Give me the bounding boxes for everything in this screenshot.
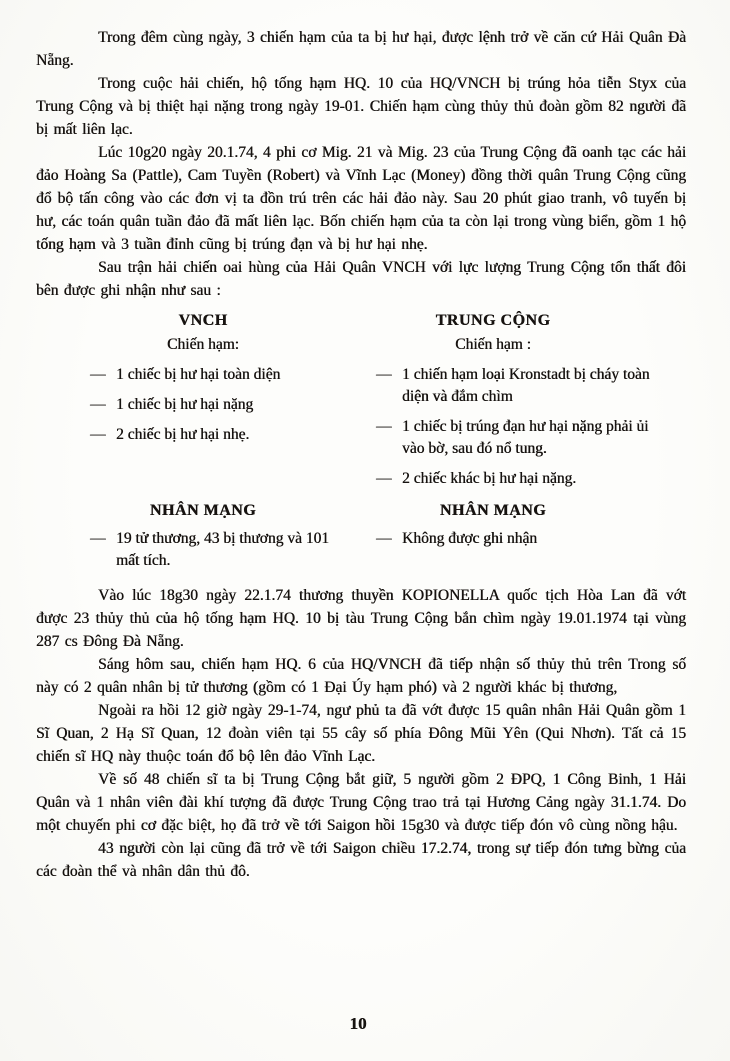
vnch-ship-loss-item: [36, 424, 356, 446]
trung-cong-casualties-title: NHÂN MẠNG: [439, 502, 547, 519]
vnch-ship-loss-text: 1 chiếc bị hư hại toàn diện: [116, 366, 281, 383]
paragraph-8: Về số 48 chiến sĩ ta bị Trung Cộng bắt giữ, 5 người gồm 2 ĐPQ, 1 Công Binh, 1 Hải Quân và 1 nhân viên đài khí tượng đã được Trung Cộng trao trả tại Hương Cảng ngày 31.1.74. Do một chuyến phi cơ đặc biệt, họ đã trở về tới Saigon hồi 15g30 và được tiếp đón vô cùng nồng hậu.: [36, 771, 686, 834]
dash-bullet: —: [376, 366, 392, 383]
vnch-ships-label: Chiến hạm:: [167, 336, 239, 353]
vnch-column-title: VNCH: [178, 312, 228, 329]
paragraph-5: Vào lúc 18g30 ngày 22.1.74 thương thuyền KOPIONELLA quốc tịch Hòa Lan đã vớt được 23 thủy thủ của hộ tống hạm HQ. 10 bị tàu Trung Cộng bắn chìm ngày 19.01.1974 tại vùng 287 cs Đông Đà Nẵng.: [36, 587, 686, 650]
vnch-ship-loss-item: [36, 364, 356, 386]
trung-cong-ship-loss-text: 1 chiến hạm loại Kronstadt bị cháy toàn diện và đắm chìm: [402, 366, 650, 405]
trung-cong-ship-loss-item: [370, 364, 686, 408]
vnch-casualty-list: [36, 528, 356, 572]
vnch-ship-loss-text: 2 chiếc bị hư hại nhẹ.: [116, 426, 250, 443]
vnch-ship-loss-item: [36, 394, 356, 416]
trung-cong-casualty-text: Không được ghi nhận: [402, 530, 537, 547]
paragraph-1: Trong đêm cùng ngày, 3 chiến hạm của ta bị hư hại, được lệnh trở về căn cứ Hải Quân Đà Nẵng.: [36, 29, 686, 69]
dash-bullet: —: [376, 418, 392, 435]
page-number: 10: [349, 1014, 367, 1033]
trung-cong-ship-loss-list: [370, 364, 686, 502]
paragraph-9: 43 người còn lại cũng đã trở về tới Saigon chiều 17.2.74, trong sự tiếp đón tưng bừng của các đoàn thể và nhân dân thủ đô.: [36, 840, 686, 880]
dash-bullet: —: [90, 530, 106, 547]
paragraph-3: Lúc 10g20 ngày 20.1.74, 4 phi cơ Mig. 21 và Mig. 23 của Trung Cộng đã oanh tạc các hải đảo Hoàng Sa (Pattle), Cam Tuyền (Robert) và Vĩnh Lạc (Money) đồng thời quân Trung Cộng cũng đổ bộ tấn công vào các đơn vị ta đồn trú trên các hải đảo này. Sau 20 phút giao tranh, vô tuyến bị hư, các toán quân tuần đảo đã mất liên lạc. Bốn chiến hạm của ta còn lại trong vùng biển, gồm 1 hộ tống hạm và 3 tuần đỉnh cũng bị trúng đạn và bị hư hại nhẹ.: [36, 144, 686, 253]
vnch-casualties-title: NHÂN MẠNG: [149, 502, 257, 519]
trung-cong-ship-loss-item: [370, 416, 686, 460]
trung-cong-ship-loss-text: 1 chiếc bị trúng đạn hư hại nặng phải ủi vào bờ, sau đó nổ tung.: [402, 418, 649, 457]
paragraph-6: Sáng hôm sau, chiến hạm HQ. 6 của HQ/VNCH đã tiếp nhận số thủy thủ trên Trong số này có 2 quân nhân bị tử thương (gồm có 1 Đại Úy hạm phó) và 2 người khác bị thương,: [36, 656, 686, 696]
dash-bullet: —: [90, 396, 106, 413]
paragraph-7: Ngoài ra hồi 12 giờ ngày 29-1-74, ngư phủ ta đã vớt được 15 quân nhân Hải Quân gồm 1 Sĩ Quan, 2 Hạ Sĩ Quan, 12 đoàn viên tại 55 cây số phía Đông Mũi Yên (Qui Nhơn). Tất cả 15 chiến sĩ HQ này thuộc toán đổ bộ lên đảo Vĩnh Lạc.: [36, 702, 686, 765]
vnch-casualty-item: [36, 528, 356, 572]
vnch-casualty-text: 19 tử thương, 43 bị thương và 101 mất tích.: [116, 530, 329, 569]
trung-cong-column-title: TRUNG CỘNG: [435, 312, 551, 329]
vnch-ship-loss-list: [36, 364, 356, 502]
dash-bullet: —: [376, 530, 392, 547]
losses-comparison-table: [36, 312, 686, 584]
trung-cong-column: [370, 312, 686, 584]
paragraph-4: Sau trận hải chiến oai hùng của Hải Quân VNCH với lực lượng Trung Cộng tổn thất đôi bên được ghi nhận như sau :: [36, 259, 686, 299]
dash-bullet: —: [90, 366, 106, 383]
trung-cong-ship-loss-item: [370, 468, 686, 490]
vnch-ship-loss-text: 1 chiếc bị hư hại nặng: [116, 396, 254, 413]
trung-cong-ship-loss-text: 2 chiếc khác bị hư hại nặng.: [402, 470, 577, 487]
paragraph-2: Trong cuộc hải chiến, hộ tống hạm HQ. 10 của HQ/VNCH bị trúng hỏa tiễn Styx của Trung Cộng và bị thiệt hại nặng trong ngày 19-01. Chiến hạm cùng thủy thủ đoàn gồm 82 người đã bị mất liên lạc.: [36, 75, 686, 138]
trung-cong-ships-label: Chiến hạm :: [455, 336, 531, 353]
vnch-column: [36, 312, 356, 584]
dash-bullet: —: [90, 426, 106, 443]
dash-bullet: —: [376, 470, 392, 487]
trung-cong-casualty-list: [370, 528, 686, 550]
trung-cong-casualty-item: [370, 528, 686, 550]
